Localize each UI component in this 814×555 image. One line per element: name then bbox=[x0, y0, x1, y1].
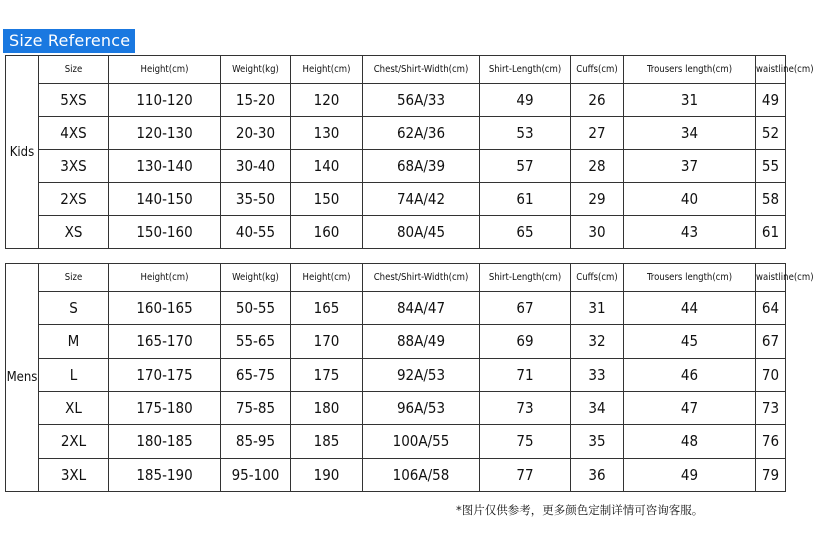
cell-height: 120-130 bbox=[109, 117, 221, 150]
cell-shirt-length: 77 bbox=[480, 458, 571, 491]
header-row bbox=[6, 56, 786, 84]
cell-trousers: 31 bbox=[624, 84, 756, 117]
table-row bbox=[6, 117, 786, 150]
cell-waist: 76 bbox=[756, 425, 786, 458]
cell-height: 110-120 bbox=[109, 84, 221, 117]
cell-cuffs: 27 bbox=[571, 117, 624, 150]
cell-height: 160-165 bbox=[109, 292, 221, 325]
cell-trousers: 34 bbox=[624, 117, 756, 150]
cell-waist: 67 bbox=[756, 325, 786, 358]
cell-size: 4XS bbox=[39, 117, 109, 150]
table-row bbox=[6, 425, 786, 458]
cell-weight: 20-30 bbox=[221, 117, 291, 150]
column-header-size: Size bbox=[39, 56, 109, 84]
cell-height: 130-140 bbox=[109, 150, 221, 183]
cell-shirt-length: 65 bbox=[480, 216, 571, 249]
table-row bbox=[6, 150, 786, 183]
cell-shirt-length: 57 bbox=[480, 150, 571, 183]
cell-size: S bbox=[39, 292, 109, 325]
table-row bbox=[6, 391, 786, 424]
cell-trousers: 47 bbox=[624, 391, 756, 424]
cell-weight: 95-100 bbox=[221, 458, 291, 491]
column-header-chest: Chest/Shirt-Width(cm) bbox=[363, 264, 480, 292]
table-row bbox=[6, 292, 786, 325]
cell-cuffs: 36 bbox=[571, 458, 624, 491]
cell-size: 5XS bbox=[39, 84, 109, 117]
cell-size: 2XS bbox=[39, 183, 109, 216]
cell-cuffs: 29 bbox=[571, 183, 624, 216]
cell-height2: 180 bbox=[291, 391, 363, 424]
table-row bbox=[6, 84, 786, 117]
cell-weight: 85-95 bbox=[221, 425, 291, 458]
cell-weight: 50-55 bbox=[221, 292, 291, 325]
cell-weight: 40-55 bbox=[221, 216, 291, 249]
cell-shirt-length: 61 bbox=[480, 183, 571, 216]
column-header-shirt-length: Shirt-Length(cm) bbox=[480, 56, 571, 84]
cell-trousers: 48 bbox=[624, 425, 756, 458]
table-row bbox=[6, 325, 786, 358]
column-header-height: Height(cm) bbox=[109, 264, 221, 292]
column-header-waist: waistline(cm) bbox=[756, 56, 786, 84]
column-header-trousers: Trousers length(cm) bbox=[624, 264, 756, 292]
cell-shirt-length: 71 bbox=[480, 358, 571, 391]
cell-cuffs: 28 bbox=[571, 150, 624, 183]
cell-waist: 61 bbox=[756, 216, 786, 249]
cell-trousers: 43 bbox=[624, 216, 756, 249]
cell-size: XS bbox=[39, 216, 109, 249]
cell-waist: 64 bbox=[756, 292, 786, 325]
cell-waist: 49 bbox=[756, 84, 786, 117]
cell-weight: 55-65 bbox=[221, 325, 291, 358]
cell-weight: 75-85 bbox=[221, 391, 291, 424]
size-reference-title: Size Reference bbox=[3, 29, 135, 53]
cell-trousers: 40 bbox=[624, 183, 756, 216]
cell-height: 175-180 bbox=[109, 391, 221, 424]
table-row bbox=[6, 458, 786, 491]
table-row bbox=[6, 216, 786, 249]
cell-chest: 84A/47 bbox=[363, 292, 480, 325]
cell-height2: 170 bbox=[291, 325, 363, 358]
cell-height: 185-190 bbox=[109, 458, 221, 491]
cell-height: 165-170 bbox=[109, 325, 221, 358]
cell-shirt-length: 73 bbox=[480, 391, 571, 424]
column-header-height2: Height(cm) bbox=[291, 56, 363, 84]
cell-chest: 96A/53 bbox=[363, 391, 480, 424]
cell-weight: 30-40 bbox=[221, 150, 291, 183]
cell-height2: 160 bbox=[291, 216, 363, 249]
cell-height2: 120 bbox=[291, 84, 363, 117]
cell-height: 180-185 bbox=[109, 425, 221, 458]
cell-size: 3XS bbox=[39, 150, 109, 183]
mens-group-label: Mens bbox=[6, 264, 39, 492]
cell-weight: 35-50 bbox=[221, 183, 291, 216]
cell-waist: 79 bbox=[756, 458, 786, 491]
cell-cuffs: 31 bbox=[571, 292, 624, 325]
mens-size-table bbox=[5, 263, 814, 492]
column-header-size: Size bbox=[39, 264, 109, 292]
cell-chest: 68A/39 bbox=[363, 150, 480, 183]
cell-chest: 106A/58 bbox=[363, 458, 480, 491]
cell-chest: 62A/36 bbox=[363, 117, 480, 150]
cell-size: XL bbox=[39, 391, 109, 424]
cell-cuffs: 34 bbox=[571, 391, 624, 424]
column-header-chest: Chest/Shirt-Width(cm) bbox=[363, 56, 480, 84]
column-header-weight: Weight(kg) bbox=[221, 56, 291, 84]
cell-waist: 70 bbox=[756, 358, 786, 391]
cell-size: M bbox=[39, 325, 109, 358]
cell-height2: 165 bbox=[291, 292, 363, 325]
column-header-weight: Weight(kg) bbox=[221, 264, 291, 292]
cell-waist: 55 bbox=[756, 150, 786, 183]
cell-height: 150-160 bbox=[109, 216, 221, 249]
cell-height2: 150 bbox=[291, 183, 363, 216]
cell-shirt-length: 49 bbox=[480, 84, 571, 117]
cell-chest: 92A/53 bbox=[363, 358, 480, 391]
cell-trousers: 44 bbox=[624, 292, 756, 325]
cell-height2: 190 bbox=[291, 458, 363, 491]
column-header-height: Height(cm) bbox=[109, 56, 221, 84]
cell-shirt-length: 69 bbox=[480, 325, 571, 358]
cell-weight: 65-75 bbox=[221, 358, 291, 391]
column-header-height2: Height(cm) bbox=[291, 264, 363, 292]
cell-height2: 140 bbox=[291, 150, 363, 183]
kids-group-label: Kids bbox=[6, 56, 39, 249]
cell-shirt-length: 67 bbox=[480, 292, 571, 325]
kids-size-table bbox=[5, 55, 814, 249]
column-header-cuffs: Cuffs(cm) bbox=[571, 264, 624, 292]
cell-size: L bbox=[39, 358, 109, 391]
cell-waist: 73 bbox=[756, 391, 786, 424]
cell-cuffs: 33 bbox=[571, 358, 624, 391]
header-row bbox=[6, 264, 786, 292]
cell-trousers: 46 bbox=[624, 358, 756, 391]
table-row bbox=[6, 358, 786, 391]
cell-height2: 185 bbox=[291, 425, 363, 458]
cell-weight: 15-20 bbox=[221, 84, 291, 117]
cell-height2: 175 bbox=[291, 358, 363, 391]
cell-chest: 88A/49 bbox=[363, 325, 480, 358]
cell-waist: 52 bbox=[756, 117, 786, 150]
cell-cuffs: 35 bbox=[571, 425, 624, 458]
cell-trousers: 37 bbox=[624, 150, 756, 183]
cell-waist: 58 bbox=[756, 183, 786, 216]
cell-cuffs: 32 bbox=[571, 325, 624, 358]
column-header-shirt-length: Shirt-Length(cm) bbox=[480, 264, 571, 292]
cell-size: 2XL bbox=[39, 425, 109, 458]
column-header-waist: waistline(cm) bbox=[756, 264, 786, 292]
cell-height: 140-150 bbox=[109, 183, 221, 216]
cell-cuffs: 30 bbox=[571, 216, 624, 249]
cell-height2: 130 bbox=[291, 117, 363, 150]
column-header-cuffs: Cuffs(cm) bbox=[571, 56, 624, 84]
cell-trousers: 45 bbox=[624, 325, 756, 358]
cell-size: 3XL bbox=[39, 458, 109, 491]
cell-chest: 80A/45 bbox=[363, 216, 480, 249]
cell-cuffs: 26 bbox=[571, 84, 624, 117]
footnote: *图片仅供参考，更多颜色定制详情可咨询客服。 bbox=[456, 503, 704, 517]
cell-chest: 56A/33 bbox=[363, 84, 480, 117]
cell-height: 170-175 bbox=[109, 358, 221, 391]
table-row bbox=[6, 183, 786, 216]
cell-trousers: 49 bbox=[624, 458, 756, 491]
cell-shirt-length: 53 bbox=[480, 117, 571, 150]
cell-chest: 74A/42 bbox=[363, 183, 480, 216]
cell-chest: 100A/55 bbox=[363, 425, 480, 458]
cell-shirt-length: 75 bbox=[480, 425, 571, 458]
column-header-trousers: Trousers length(cm) bbox=[624, 56, 756, 84]
